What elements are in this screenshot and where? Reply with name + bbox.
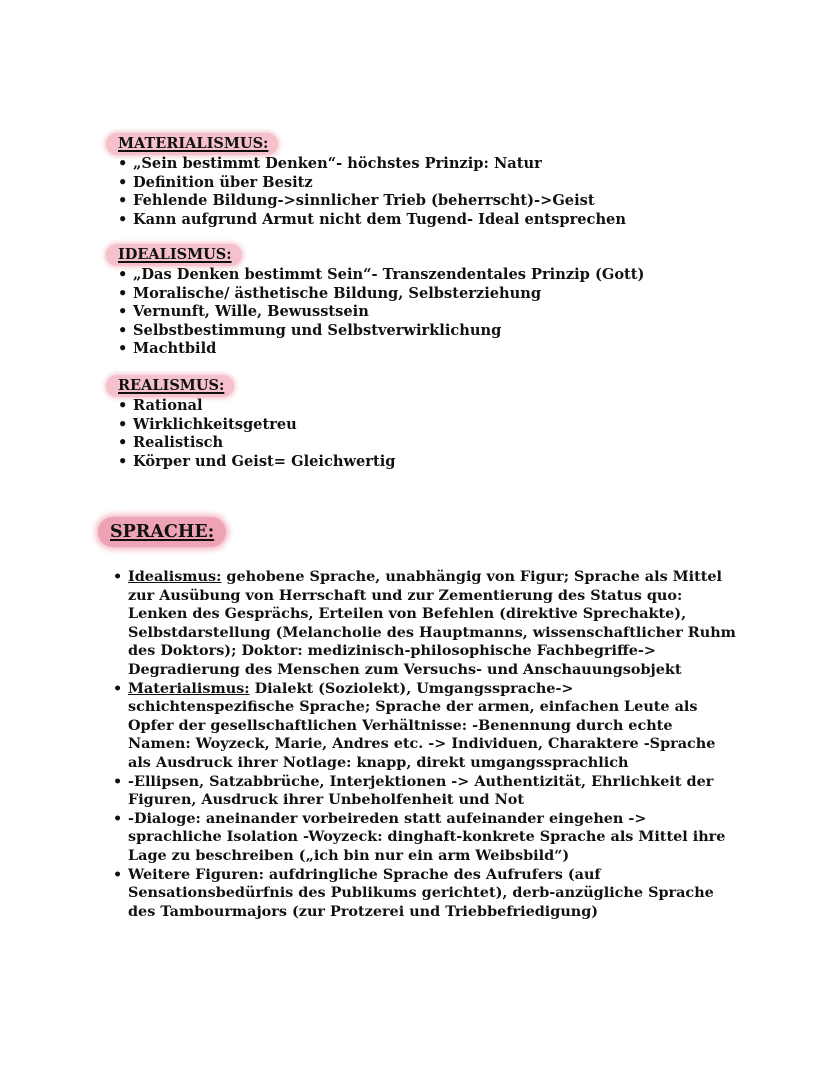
materialismus-list [115, 155, 626, 229]
list-item: • Vernunft, Wille, Bewusstsein [115, 303, 644, 322]
materialismus-heading: MATERIALISMUS: [106, 133, 278, 155]
item-text: gehobene Sprache, unabhängig von Figur; Sprache als Mittel zur Ausübung von Herrschaft und zur Zementierung des Status quo: Lenken des Gesprächs, Erteilen von Befehlen (direktive Sprechakte), Selbstdarstellung (Melancholie des Hauptmanns, wissenschaftlicher Ruhm des Doktors); Doktor: medizinisch-philosophische Fachbegriffe-> Degradierung des Menschen zum Versuchs- und Anschauungsobjekt [128, 568, 736, 678]
materialismus-section [106, 133, 626, 229]
list-item: • „Das Denken bestimmt Sein“- Transzendentales Prinzip (Gott) [115, 266, 644, 285]
list-item: • Definition über Besitz [115, 174, 626, 193]
list-item [110, 810, 738, 866]
list-item: • Machtbild [115, 340, 644, 359]
list-item: • Realistisch [115, 434, 395, 453]
idealismus-list [115, 266, 644, 359]
list-item: • Selbstbestimmung und Selbstverwirklichung [115, 322, 644, 341]
item-text: -Ellipsen, Satzabbrüche, Interjektionen -> Authentizität, Ehrlichkeit der Figuren, Ausdruck ihrer Unbeholfenheit und Not [128, 772, 714, 809]
list-item: • Fehlende Bildung->sinnlicher Trieb (beherrscht)->Geist [115, 192, 626, 211]
list-item: • Rational [115, 397, 395, 416]
sprache-heading: SPRACHE: [98, 517, 226, 547]
list-item: • Kann aufgrund Armut nicht dem Tugend- Ideal entsprechen [115, 211, 626, 230]
item-label: Idealismus: [128, 568, 222, 585]
list-item: • Körper und Geist= Gleichwertig [115, 453, 395, 472]
list-item: • Wirklichkeitsgetreu [115, 416, 395, 435]
realismus-list [115, 397, 395, 471]
sprache-list [110, 568, 738, 921]
list-item [110, 680, 738, 773]
idealismus-heading: IDEALISMUS: [106, 244, 242, 266]
list-item [110, 773, 738, 810]
list-item [110, 568, 738, 680]
list-item [110, 866, 738, 922]
item-text: Weitere Figuren: aufdringliche Sprache des Aufrufers (auf Sensationsbedürfnis des Publikums gerichtet), derb-anzügliche Sprache des Tambourmajors (zur Protzerei und Triebbefriedigung) [128, 865, 714, 920]
list-item: • „Sein bestimmt Denken“- höchstes Prinzip: Natur [115, 155, 626, 174]
list-item: • Moralische/ ästhetische Bildung, Selbsterziehung [115, 285, 644, 304]
realismus-heading: REALISMUS: [106, 375, 234, 397]
item-text: Dialekt (Soziolekt), Umgangssprache-> schichtenspezifische Sprache; Sprache der armen, einfachen Leute als Opfer der gesellschaftlichen Verhältnisse: -Benennung durch echte Namen: Woyzeck, Marie, Andres etc. -> Individuen, Charaktere -Sprache als Ausdruck ihrer Notlage: knapp, direkt umgangssprachlich [128, 679, 716, 771]
item-text: -Dialoge: aneinander vorbeireden statt aufeinander eingehen -> sprachliche Isolation -Woyzeck: dinghaft-konkrete Sprache als Mittel ihre Lage zu beschreiben („ich bin nur ein arm Weibsbild“) [128, 809, 726, 864]
realismus-section [106, 375, 395, 471]
item-label: Materialismus: [128, 679, 250, 697]
sprache-section [98, 517, 738, 921]
idealismus-section [106, 244, 644, 359]
